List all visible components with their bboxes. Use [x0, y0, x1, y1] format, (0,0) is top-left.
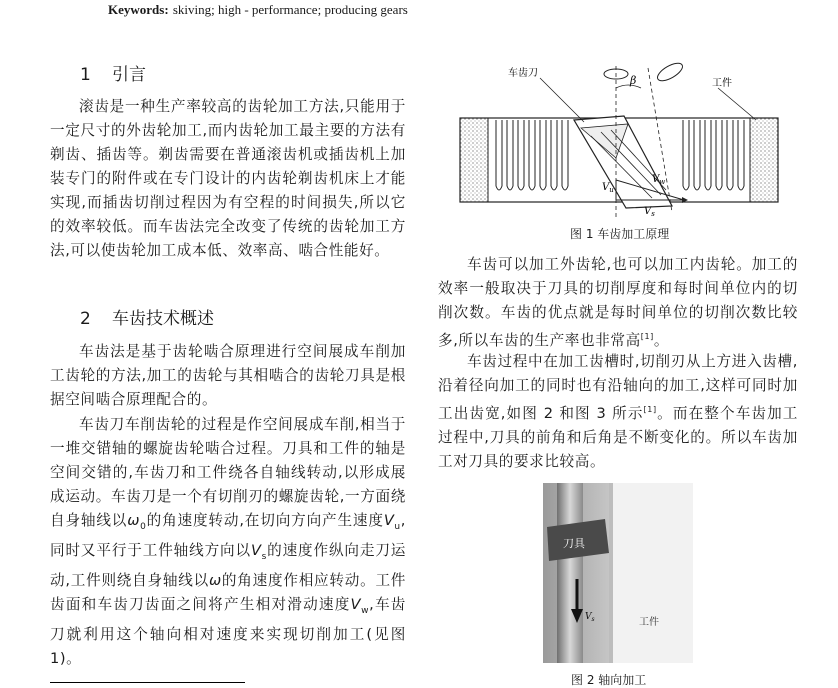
keywords-line [108, 2, 408, 18]
vs-symbol: V [250, 541, 262, 559]
fig1-vu-label: $V_u$ [602, 182, 614, 194]
omega0-symbol: ω [127, 512, 141, 529]
section-1-title: 引言 [112, 65, 146, 85]
workpiece-edge [609, 483, 613, 663]
p5-text-b: 。而在整个车齿加工过程中,刀具的前角和后角是不断变化的。所以车齿加工对刀具的要求比较高。 [438, 404, 798, 470]
footnote-rule [50, 682, 245, 683]
p3-text-f: ,车齿刀就利用这个轴向相对速度来实现切削加工(见图 1)。 [50, 595, 406, 667]
keywords-label: Keywords: [108, 2, 169, 17]
fig2-work-label: 工件 [639, 617, 659, 628]
cutter-body [574, 116, 672, 208]
right-paragraph-1 [438, 253, 798, 353]
fig1-vs-label: $V_s$ [644, 206, 655, 218]
gear-tooth-slot [551, 120, 557, 190]
p3-text-d: 的速度作纵向走刀运动,工件则绕自身轴线以 [50, 541, 406, 589]
workpiece-right-section [750, 118, 778, 202]
fig1-vw-label: $V_w$ [652, 174, 666, 186]
fig1-beta-label: β [630, 74, 637, 87]
gear-tooth-slot [518, 120, 524, 190]
work-leader [718, 88, 756, 120]
gear-tooth-slot [716, 120, 722, 190]
p3-text-a: 车齿刀车削齿轮的过程是作空间展成车削,相当于一堆交错轴的螺旋齿轮啮合过程。刀具和工件的轴是空间交错的,车齿刀和工件绕各自轴线转动,以形成展成运动。车齿刀是一个有切削刃的螺旋齿轮,一方面绕自身轴线以 [50, 416, 406, 529]
vu-symbol: V [383, 512, 395, 529]
fig2-tool-label: 刀具 [563, 537, 585, 550]
gear-tooth-slot [705, 120, 711, 190]
beta-arc [616, 85, 641, 88]
section-2-heading [80, 304, 214, 329]
gear-tooth-slot [727, 120, 733, 190]
intro-paragraph: 滚齿是一种生产率较高的齿轮加工方法,只能用于一定尺寸的外齿轮加工,而内齿轮加工最主要的方法有剃齿、插齿等。剃齿需要在普通滚齿机或插齿机上加装专门的附件或在专门设计的内齿轮剃齿机床上才能实现,而插齿切削过程因为有空程的时间损失,所以它的效率较低。而车齿法完全改变了传统的齿轮加工方法,可以使齿轮加工成本低、效率高、啮合性能好。 [50, 98, 406, 259]
gear-tooth-slot [496, 120, 502, 190]
vw-symbol: V [350, 595, 362, 613]
right-paragraph-2 [438, 350, 798, 474]
fig1-tool-label: 车齿刀 [508, 68, 538, 79]
keywords-text: skiving; high - performance; producing gears [172, 2, 408, 17]
fig1-work-label: 工件 [712, 78, 732, 89]
p3-text-c: ,同时又平行于工件轴线方向以 [50, 512, 406, 559]
gear-tooth-slot [507, 120, 513, 190]
figure-1-caption: 图 1 车齿加工原理 [570, 227, 670, 241]
figure-1-diagram [456, 58, 786, 226]
p3-text-e: 的角速度作相应转动。工件齿面和车齿刀齿面之间将产生相对滑动速度 [50, 571, 406, 613]
vu-subscript: u [394, 521, 401, 532]
vw-subscript: w [361, 605, 370, 616]
ref-2: [1] [643, 405, 657, 414]
gear-tooth-slot [683, 120, 689, 190]
section-2-number: 2 [80, 309, 91, 329]
fig2-vs-label: $V_s$ [585, 612, 595, 623]
section-1-heading [80, 60, 146, 85]
section-2-title: 车齿技术概述 [112, 309, 214, 329]
overview-paragraph-2 [50, 413, 406, 671]
vs-subscript: s [261, 551, 267, 562]
figure-2-caption: 图 2 轴向加工 [571, 673, 647, 687]
gear-tooth-slot [562, 120, 568, 190]
tool-leader [540, 78, 584, 122]
ref-1: [1] [640, 332, 654, 341]
p4-text-b: 。 [653, 331, 670, 349]
omega0-subscript: 0 [140, 521, 147, 532]
figure-2-photo [543, 483, 693, 663]
workpiece-face [609, 483, 693, 663]
p3-text-b: 的角速度转动,在切向方向产生速度 [146, 512, 384, 529]
gear-tooth-slot [694, 120, 700, 190]
workpiece-left-section [460, 118, 488, 202]
omega-symbol: ω [208, 571, 222, 589]
cutter-rotation-icon [655, 60, 685, 84]
overview-paragraph-1: 车齿法是基于齿轮啮合原理进行空间展成车削加工齿轮的方法,加工的齿轮与其相啮合的齿轮刀具是根据空间啮合原理配合的。 [50, 343, 406, 408]
section-1-number: 1 [80, 65, 91, 85]
gear-tooth-slot [529, 120, 535, 190]
gear-tooth-slot [540, 120, 546, 190]
p5-text-a: 车齿过程中在加工齿槽时,切削刃从上方进入齿槽,沿着径向加工的同时也有沿轴向的加工,这样可同时加工出齿宽,如图 2 和图 3 所示 [438, 353, 798, 422]
p4-text-a: 车齿可以加工外齿轮,也可以加工内齿轮。加工的效率一般取决于刀具的切削厚度和每时间单位内的切削次数。车齿的优点就是每时间单位的切削次数比较多,所以车齿的生产率也非常高 [438, 256, 798, 349]
tool-shaft [557, 483, 583, 663]
gear-tooth-slot [738, 120, 744, 190]
